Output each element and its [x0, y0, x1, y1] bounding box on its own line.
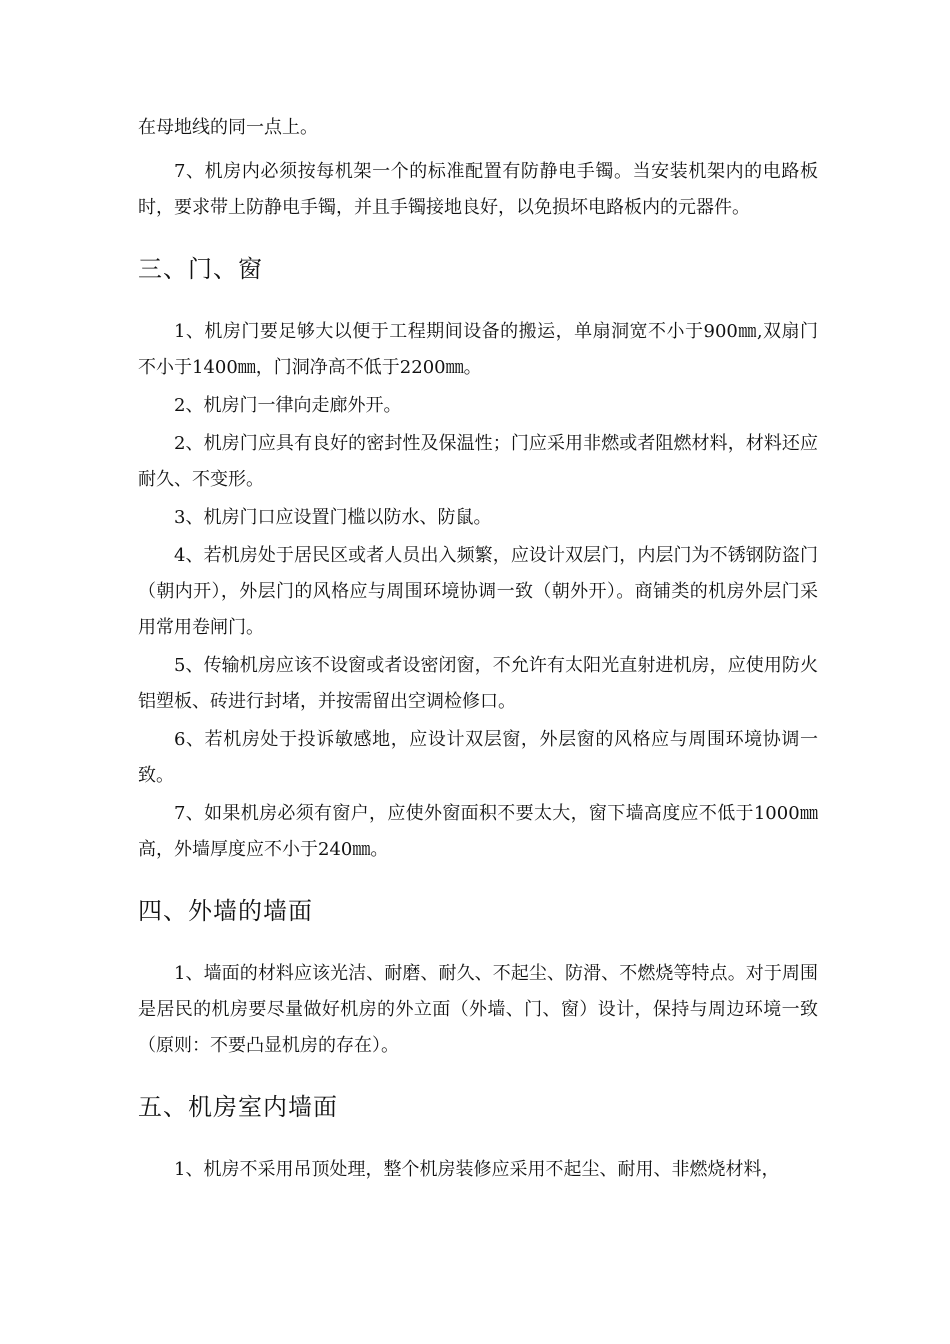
paragraph-window-sealed: 5、传输机房应该不设窗或者设密闭窗，不允许有太阳光直射进机房，应使用防火铝塑板、砖进行封堵，并按需留出空调检修口。: [138, 655, 818, 712]
paragraph-double-door: 4、若机房处于居民区或者人员出入频繁，应设计双层门，内层门为不锈钢防盗门（朝内开），外层门的风格应与周围环境协调一致（朝外开）。商铺类的机房外层门采用常用卷闸门。: [138, 545, 818, 638]
paragraph-window-size: 7、如果机房必须有窗户，应使外窗面积不要太大，窗下墙高度应不低于1000㎜高，外墙厚度应不小于240㎜。: [138, 803, 818, 860]
continuation-paragraph: 在母地线的同一点上。: [138, 117, 318, 138]
document-page: [138, 110, 818, 1188]
section-heading-exterior-wall: 四、外墙的墙面: [138, 897, 313, 925]
section-heading-interior-wall: 五、机房室内墙面: [138, 1093, 338, 1121]
paragraph-double-window: 6、若机房处于投诉敏感地，应设计双层窗，外层窗的风格应与周围环境协调一致。: [138, 729, 818, 786]
section-heading-doors-windows: 三、门、窗: [138, 255, 263, 283]
paragraph-door-open-outward: 2、机房门一律向走廊外开。: [174, 395, 402, 416]
paragraph-exterior-wall-material: 1、墙面的材料应该光洁、耐磨、耐久、不起尘、防滑、不燃烧等特点。对于周围是居民的机房要尽量做好机房的外立面（外墙、门、窗）设计，保持与周边环境一致（原则：不要凸显机房的存在）。: [138, 963, 818, 1056]
paragraph-door-size: 1、机房门要足够大以便于工程期间设备的搬运，单扇洞宽不小于900㎜,双扇门不小于1400㎜，门洞净高不低于2200㎜。: [138, 321, 818, 378]
paragraph-door-threshold: 3、机房门口应设置门槛以防水、防鼠。: [174, 507, 492, 528]
paragraph-no-suspended-ceiling: 1、机房不采用吊顶处理，整个机房装修应采用不起尘、耐用、非燃烧材料，: [174, 1159, 780, 1180]
paragraph-door-sealing: 2、机房门应具有良好的密封性及保温性；门应采用非燃或者阻燃材料，材料还应耐久、不变形。: [138, 433, 818, 490]
paragraph-static-wristband: 7、机房内必须按每机架一个的标准配置有防静电手镯。当安装机架内的电路板时，要求带上防静电手镯，并且手镯接地良好，以免损坏电路板内的元器件。: [138, 161, 818, 218]
